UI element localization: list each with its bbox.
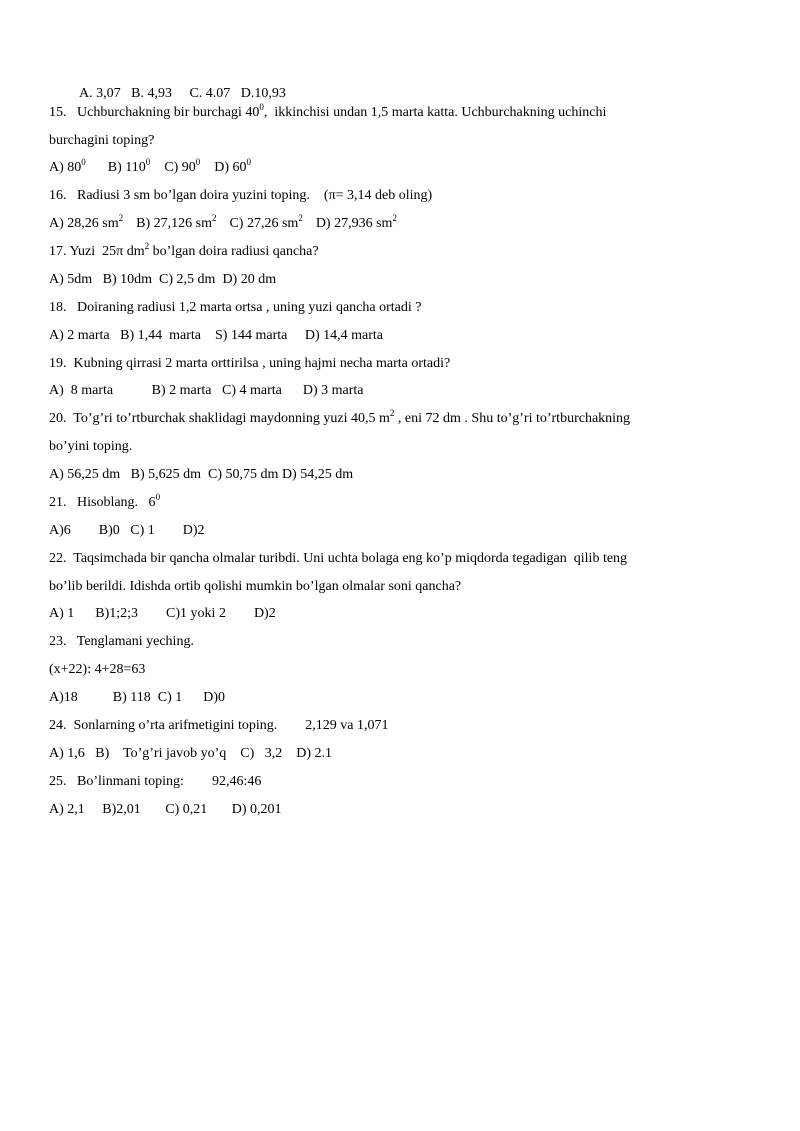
q24-question: 24. Sonlarning o’rta arifmetigini toping. 2,129 va 1,071 bbox=[49, 718, 389, 733]
q25-options: A) 2,1 B)2,01 C) 0,21 D) 0,201 bbox=[49, 802, 282, 817]
q15-text-b: , ikkinchisi undan 1,5 marta katta. Uchburchakning uchinchi bbox=[263, 105, 607, 120]
q15-options bbox=[49, 159, 251, 177]
q21-options: A)6 B)0 C) 1 D)2 bbox=[49, 523, 205, 538]
q16-squared-a: 2 bbox=[118, 213, 124, 223]
q20-squared: 2 bbox=[389, 408, 395, 418]
q23-options: A)18 B) 118 C) 1 D)0 bbox=[49, 690, 226, 705]
q15-option-b: B) 110 bbox=[107, 160, 146, 175]
q17-options: A) 5dm B) 10dm C) 2,5 dm D) 20 dm bbox=[49, 272, 277, 287]
q25-question: 25. Bo’linmani toping: 92,46:46 bbox=[49, 774, 262, 789]
q24-options: A) 1,6 B) To’g’ri javob yo’q C) 3,2 D) 2.1 bbox=[49, 746, 333, 761]
q18-options: A) 2 marta B) 1,44 marta S) 144 marta D) 14,4 marta bbox=[49, 328, 383, 343]
q15-option-d: D) 60 bbox=[214, 160, 247, 175]
q15-degree-c: 0 bbox=[195, 157, 201, 167]
q19-question: 19. Kubning qirrasi 2 marta orttirilsa , uning hajmi necha marta ortadi? bbox=[49, 356, 451, 371]
q21-exponent: 0 bbox=[155, 492, 161, 502]
q20-question-line2: bo’yini toping. bbox=[49, 439, 133, 454]
q15-option-c: C) 90 bbox=[164, 160, 196, 175]
q16-squared-c: 2 bbox=[298, 213, 303, 223]
q15-question-line1 bbox=[49, 104, 606, 122]
q18-question: 18. Doiraning radiusi 1,2 marta ortsa , uning yuzi qancha ortadi ? bbox=[49, 300, 422, 315]
q16-option-a: A) 28,26 sm bbox=[49, 216, 119, 231]
q17-squared: 2 bbox=[144, 241, 150, 251]
q16-question: 16. Radiusi 3 sm bo’lgan doira yuzini toping. (π= 3,14 deb oling) bbox=[49, 188, 433, 203]
q22-question-line2: bo’lib berildi. Idishda ortib qolishi mumkin bo’lgan olmalar soni qancha? bbox=[49, 579, 462, 594]
q23-equation: (x+22): 4+28=63 bbox=[49, 662, 146, 677]
q21-text: 21. Hisoblang. 6 bbox=[49, 495, 156, 510]
q23-question: 23. Tenglamani yeching. bbox=[49, 634, 194, 649]
q17-text-b: bo’lgan doira radiusi qancha? bbox=[149, 244, 319, 259]
q15-text-a: 15. Uchburchakning bir burchagi 40 bbox=[49, 105, 260, 120]
q15-degree-b: 0 bbox=[145, 157, 151, 167]
q20-text-b: , eni 72 dm . Shu to’g’ri to’rtburchakning bbox=[394, 411, 631, 426]
q20-options: A) 56,25 dm B) 5,625 dm C) 50,75 dm D) 54,25 dm bbox=[49, 467, 354, 482]
q22-options: A) 1 B)1;2;3 C)1 yoki 2 D)2 bbox=[49, 606, 276, 621]
q17-question bbox=[49, 243, 319, 261]
q20-question-line1 bbox=[49, 410, 630, 428]
q15-question-line2: burchagini toping? bbox=[49, 133, 155, 148]
q16-option-d: D) 27,936 sm bbox=[315, 216, 393, 231]
q16-squared-b: 2 bbox=[211, 213, 217, 223]
q19-options: A) 8 marta B) 2 marta C) 4 marta D) 3 marta bbox=[49, 383, 364, 398]
q16-options bbox=[49, 215, 397, 233]
q16-option-c: C) 27,26 sm bbox=[229, 216, 299, 231]
q17-text-a: 17. Yuzi 25π dm bbox=[49, 244, 145, 259]
q16-option-b: B) 27,126 sm bbox=[136, 216, 212, 231]
q16-squared-d: 2 bbox=[392, 213, 397, 223]
q14-options: A. 3,07 B. 4,93 C. 4.07 D.10,93 bbox=[79, 86, 286, 101]
q15-option-a: A) 80 bbox=[49, 160, 82, 175]
q15-degree: 0 bbox=[259, 102, 264, 112]
q22-question-line1: 22. Taqsimchada bir qancha olmalar turibdi. Uni uchta bolaga eng ko’p miqdorda tegadigan qilib teng bbox=[49, 551, 628, 566]
q15-degree-d: 0 bbox=[246, 157, 252, 167]
q21-question bbox=[49, 494, 160, 512]
q15-degree-a: 0 bbox=[81, 157, 86, 167]
q20-text-a: 20. To’g’ri to’rtburchak shaklidagi maydonning yuzi 40,5 m bbox=[49, 411, 390, 426]
